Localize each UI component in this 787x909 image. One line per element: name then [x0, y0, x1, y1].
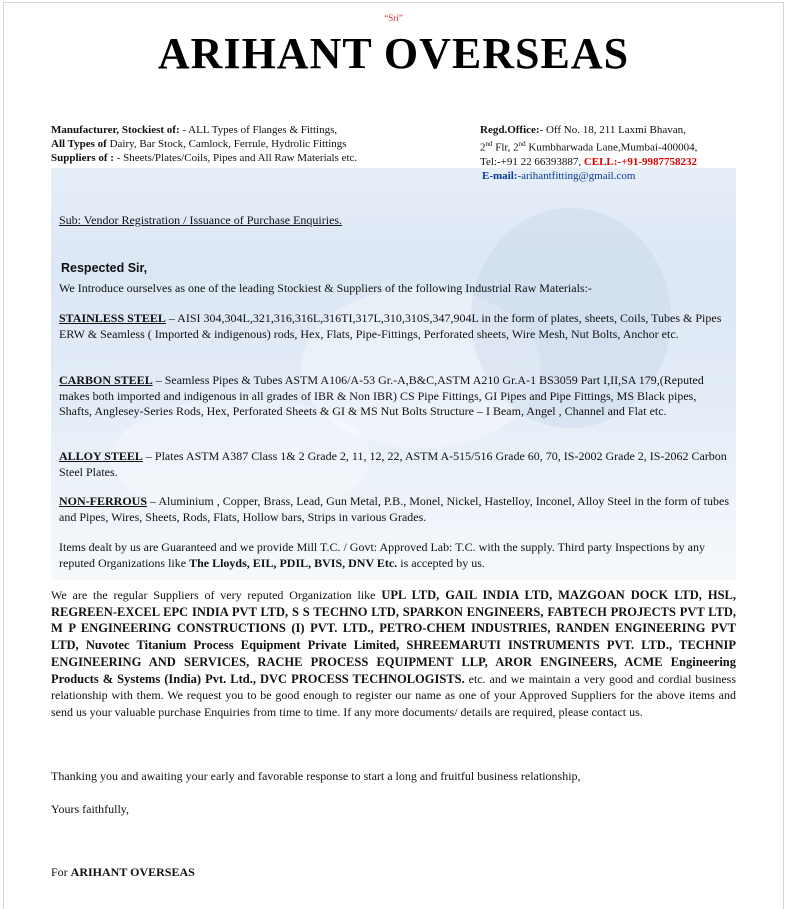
salutation: Respected Sir, — [61, 261, 148, 275]
suppliers-paragraph — [51, 587, 736, 721]
all-types-label: All Types of — [51, 138, 107, 150]
client-list: UPL LTD, GAIL INDIA LTD, MAZGOAN DOCK LTD, HSL, REGREEN-EXCEL EPC INDIA PVT LTD, S S TECHNO LTD, SPARKON ENGINEERS, FABTECH PROJECTS PVT LTD, M P ENGINEERING CONSTRUCTIONS (I) PVT. LTD., PETRO-CHEM INDUSTRIES, RANDEN ENGINEERING PVT LTD, Nuvotec Titanium Process Equipment Private Limited, SHREEMARUTI INSTRUMENTS PVT. LTD., TECHNIP ENGINEERING AND SERVICES, RACHE PROCESS EQUIPMENT LLP, AROR ENGINEERS, ACME Engineering Products & Systems (India) Pvt. Ltd., DVC PROCESS TECHNOLOGISTS. — [51, 588, 736, 686]
suppliers-text: - Sheets/Plates/Coils, Pipes and All Raw Materials etc. — [113, 152, 358, 164]
email-label: E-mail: — [482, 169, 518, 182]
non-ferrous-paragraph — [59, 494, 729, 525]
manufacturer-label: Manufacturer, Stockiest of: — [51, 124, 180, 136]
suppliers-label: Suppliers of : — [51, 152, 114, 164]
closing-line: Yours faithfully, — [51, 802, 130, 816]
carbon-steel-paragraph — [59, 373, 729, 420]
sri-heading: “Sri” — [384, 13, 403, 23]
non-ferrous-text: – Aluminium , Copper, Brass, Lead, Gun Metal, P.B., Monel, Nickel, Hastelloy, Inconel, Alloy Steel in the form of tubes and Pipes, Wires, Sheets, Rods, Flats, Hollow bars, Strips in various Grades. — [59, 494, 730, 524]
office-text: - Off No. 18, 211 Laxmi Bhavan, — [539, 124, 686, 136]
alloy-steel-heading: ALLOY STEEL — [59, 449, 143, 463]
cell-number: -+91-9987758232 — [617, 155, 698, 168]
inspection-agencies: The Lloyds, EIL, PDIL, BVIS, DNV Etc. — [189, 555, 398, 570]
all-types-text: Dairy, Bar Stock, Camlock, Ferrule, Hydrolic Fittings — [106, 138, 347, 150]
stainless-steel-paragraph — [59, 311, 729, 342]
telephone: Tel:-+91 22 66393887, — [480, 155, 584, 168]
suppliers-intro: We are the regular Suppliers of very reputed Organization like — [51, 588, 382, 602]
thanks-line: Thanking you and awaiting your early and favorable response to start a long and fruitful business relationship, — [51, 769, 581, 783]
signature-prefix: For — [51, 865, 71, 879]
stainless-steel-text: – AISI 304,304L,321,316,316L,316TI,317L,310,310S,347,904L in the form of plates, sheets, Coils, Tubes & Pipes ERW & Seamless ( Imported & indigenous) rods, Hex, Flats, Pipe-Fittings, Perforated sheets, Wire Mesh, Nut Bolts, Anchor etc. — [59, 311, 722, 341]
company-title: ARIHANT OVERSEAS — [157, 29, 630, 78]
signature-company: ARIHANT OVERSEAS — [70, 865, 195, 879]
intro-paragraph: We Introduce ourselves as one of the leading Stockiest & Suppliers of the following Industrial Raw Materials:- — [59, 281, 592, 295]
office-label: Regd.Office: — [480, 124, 540, 136]
letterhead-business-info — [51, 123, 471, 165]
signature-line — [51, 865, 195, 880]
address-line: 2nd Flr, 2nd Kumbharwada Lane,Mumbai-400004, — [480, 140, 698, 154]
letterhead-contact-info — [480, 123, 780, 183]
suppliers-closing: etc. and we maintain a very good and cordial business relationship with them. We request you to be good enough to register our name as one of your Approved Suppliers for the above items and send us your valuable purchase Enquiries from time to time. If any more documents/ details are required, please contact us. — [51, 671, 736, 719]
items-paragraph — [59, 540, 729, 571]
carbon-steel-text: – Seamless Pipes & Tubes ASTM A106/A-53 Gr.-A,B&C,ASTM A210 Gr.A-1 BS3059 Part I,II,SA 179,(Reputed makes both imported and indigenous in all grades of IBR & Non IBR) CS Pipe Fittings, GI Pipes and Pipe Fittings, MS Black pipes, Shafts, Anglesey-Series Rods, Hex, Perforated Sheets & GI & MS Nut Bolts Structure – I Beam, Angel , Channel and Flat etc. — [59, 373, 704, 418]
email-address[interactable]: -arihantfitting@gmail.com — [517, 169, 636, 182]
non-ferrous-heading: NON-FERROUS — [59, 494, 148, 508]
cell-label: CELL: — [583, 155, 618, 168]
letter-subject: Sub: Vendor Registration / Issuance of Purchase Enquiries. — [59, 213, 343, 227]
items-text: Items dealt by us are Guaranteed and we provide Mill T.C. / Govt: Approved Lab: T.C. with the supply. Third party Inspections by any reputed Organizations like — [59, 540, 705, 570]
manufacturer-text: - ALL Types of Flanges & Fittings, — [179, 124, 338, 136]
stainless-steel-heading: STAINLESS STEEL — [59, 311, 166, 325]
carbon-steel-heading: CARBON STEEL — [59, 373, 153, 387]
alloy-steel-text: – Plates ASTM A387 Class 1& 2 Grade 2, 11, 12, 22, ASTM A-515/516 Grade 60, 70, IS-2002 Grade 2, IS-2062 Carbon Steel Plates. — [59, 449, 727, 479]
items-end: is accepted by us. — [397, 555, 485, 570]
alloy-steel-paragraph — [59, 449, 729, 480]
